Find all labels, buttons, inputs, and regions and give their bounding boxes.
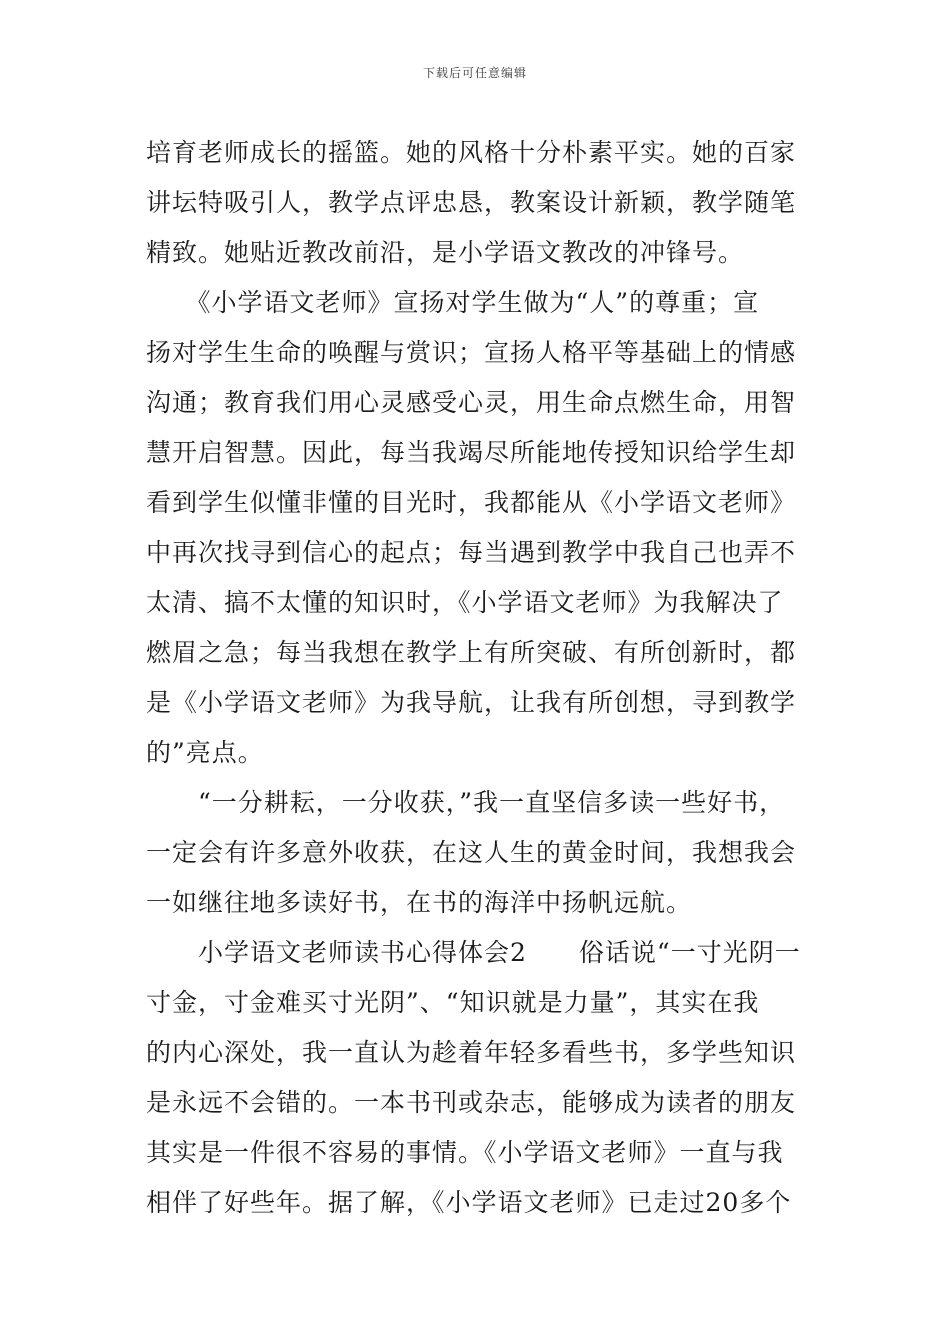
text-line: 小学语文老师读书心得体会2 俗话说“一寸光阴一: [146, 938, 801, 967]
text-line: 其实是一件很不容易的事情。《小学语文老师》一直与我: [146, 1138, 784, 1167]
text-line: 精致。她贴近教改前沿，是小学语文教改的冲锋号。: [146, 238, 745, 267]
text-line: 是《小学语文老师》为我导航，让我有所创想，寻到教学: [146, 688, 797, 717]
text-line: 讲坛特吸引人，教学点评忠恳，教案设计新颖，教学随笔: [146, 188, 797, 217]
text-line: 扬对学生生命的唤醒与赏识；宣扬人格平等基础上的情感: [146, 338, 797, 367]
text-line: 的”亮点。: [146, 738, 264, 767]
text-line: 看到学生似懂非懂的目光时，我都能从《小学语文老师》: [146, 488, 797, 517]
text-line: 太清、搞不太懂的知识时，《小学语文老师》为我解决了: [146, 588, 784, 617]
document-body: [146, 128, 816, 1228]
text-line: 沟通；教育我们用心灵感受心灵，用生命点燃生命，用智: [146, 388, 797, 417]
text-line: 《小学语文老师》宣扬对学生做为“人”的尊重；宣: [146, 288, 760, 317]
text-line: 寸金，寸金难买寸光阴”、“知识就是力量”，其实在我: [146, 988, 760, 1017]
text-line: 中再次找寻到信心的起点；每当遇到教学中我自己也弄不: [146, 538, 797, 567]
text-line: 相伴了好些年。据了解，《小学语文老师》已走过20多个: [146, 1188, 792, 1217]
page-header: 下载后可任意编辑: [422, 66, 527, 80]
text-line: 的内心深处，我一直认为趁着年轻多看些书，多学些知识: [146, 1038, 797, 1067]
text-line: 一如继往地多读好书，在书的海洋中扬帆远航。: [146, 888, 693, 917]
text-line: 一定会有许多意外收获，在这人生的黄金时间，我想我会: [146, 838, 797, 867]
text-line: 慧开启智慧。因此，每当我竭尽所能地传授知识给学生却: [146, 438, 797, 467]
text-line: 是永远不会错的。一本书刊或杂志，能够成为读者的朋友: [146, 1088, 797, 1117]
text-line: “一分耕耘，一分收获，”我一直坚信多读一些好书，: [146, 788, 786, 817]
text-line: 燃眉之急；每当我想在教学上有所突破、有所创新时，都: [146, 638, 797, 667]
text-line: 培育老师成长的摇篮。她的风格十分朴素平实。她的百家: [146, 138, 797, 167]
